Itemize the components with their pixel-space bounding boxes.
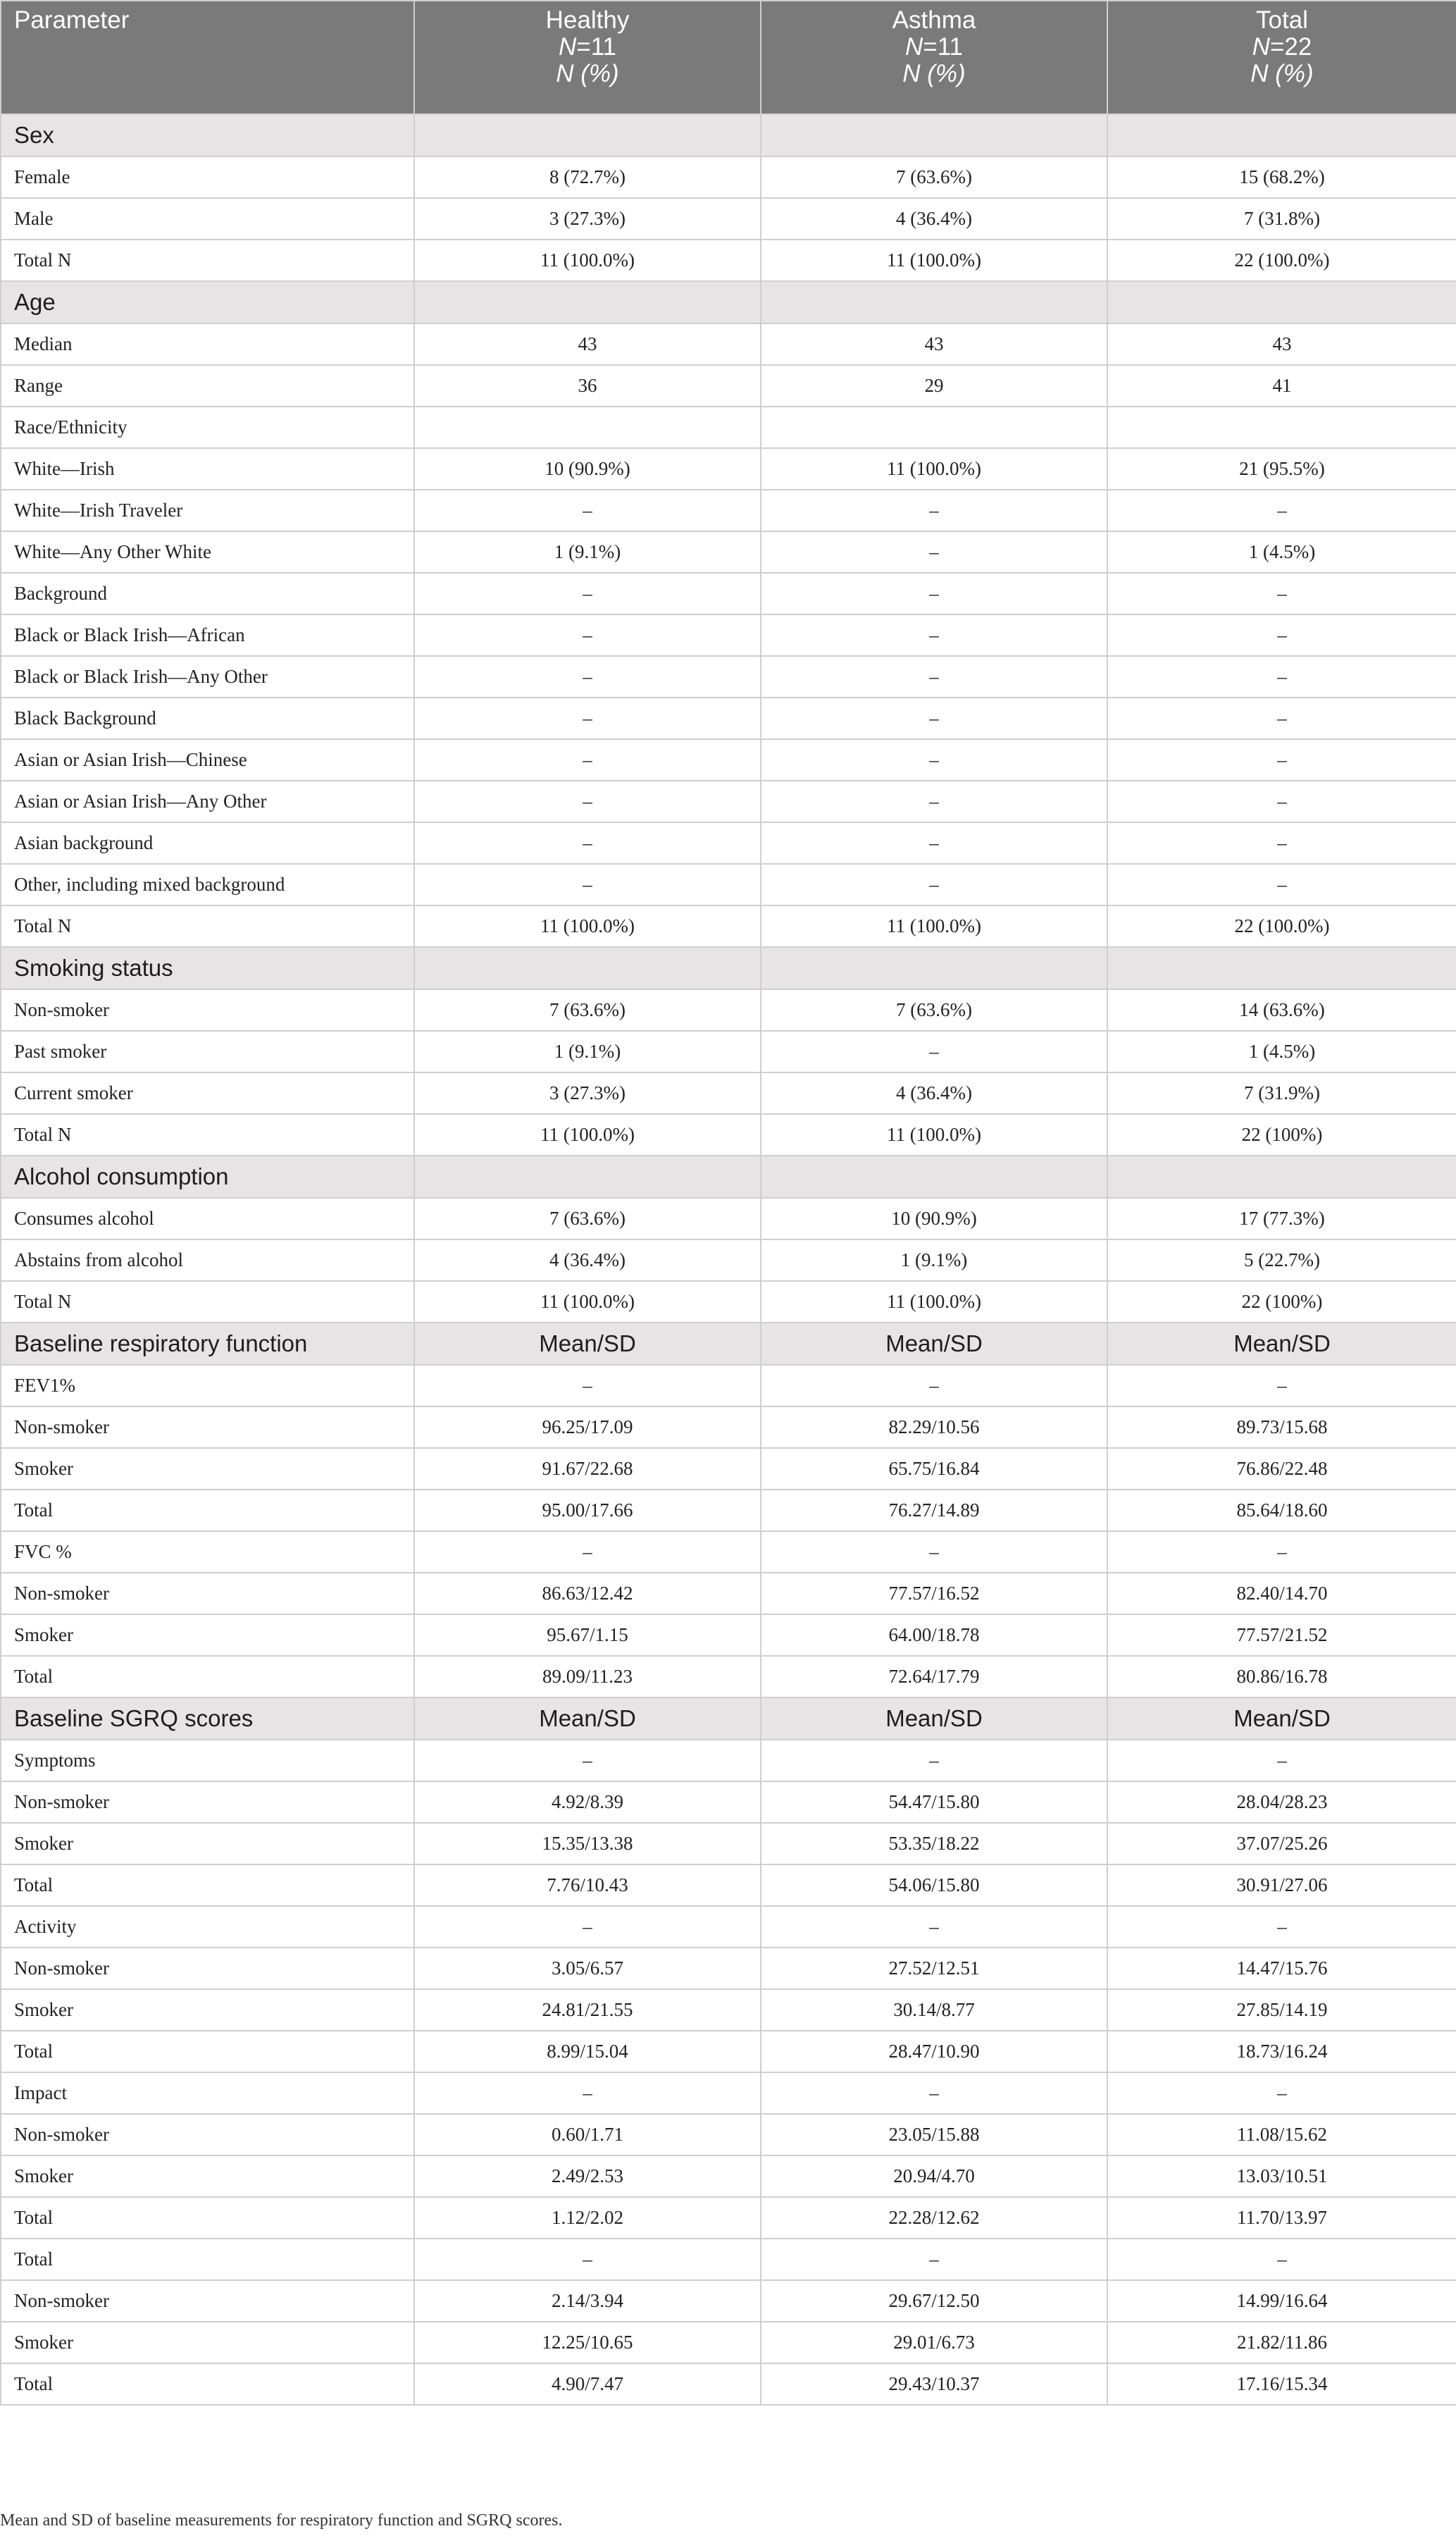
cell-healthy: –: [414, 573, 761, 614]
section-title: Baseline respiratory function: [1, 1323, 414, 1365]
cell-total: 27.85/14.19: [1107, 1989, 1456, 2031]
table-row: [1, 1239, 1456, 1281]
header-total-n-symbol: N: [1252, 33, 1270, 61]
row-label: Total: [1, 1656, 414, 1697]
cell-healthy: 3.05/6.57: [414, 1948, 761, 1989]
table-footnote: Mean and SD of baseline measurements for respiratory function and SGRQ scores.: [0, 2511, 563, 2530]
table-row: [1, 156, 1456, 198]
section-subheader-total: [1107, 947, 1456, 989]
section-subheader-healthy: [414, 1156, 761, 1198]
row-label: Past smoker: [1, 1031, 414, 1072]
cell-total: –: [1107, 490, 1456, 531]
row-label: Other, including mixed background: [1, 864, 414, 905]
cell-healthy: 3 (27.3%): [414, 1072, 761, 1114]
table-row: [1, 2155, 1456, 2197]
cell-total: –: [1107, 656, 1456, 698]
cell-total: 85.64/18.60: [1107, 1490, 1456, 1531]
cell-healthy: –: [414, 1906, 761, 1948]
cell-asthma: 65.75/16.84: [761, 1448, 1107, 1490]
cell-healthy: –: [414, 2072, 761, 2114]
cell-total: 1 (4.5%): [1107, 1031, 1456, 1072]
section-header-row: [1, 114, 1456, 156]
cell-asthma: 11 (100.0%): [761, 1281, 1107, 1323]
cell-total: –: [1107, 1365, 1456, 1406]
table-row: [1, 1781, 1456, 1823]
row-label: Black or Black Irish—Any Other: [1, 656, 414, 698]
cell-total: 82.40/14.70: [1107, 1573, 1456, 1614]
cell-asthma: 54.47/15.80: [761, 1781, 1107, 1823]
table-row: [1, 822, 1456, 864]
cell-asthma: –: [761, 739, 1107, 781]
section-subheader-total: [1107, 114, 1456, 156]
section-title: Age: [1, 281, 414, 323]
row-label: Non-smoker: [1, 1948, 414, 1989]
table-row: [1, 1448, 1456, 1490]
cell-asthma: –: [761, 2072, 1107, 2114]
header-healthy-pct: N (%): [556, 60, 619, 87]
cell-healthy: –: [414, 698, 761, 739]
table-row: [1, 905, 1456, 947]
cell-total: –: [1107, 573, 1456, 614]
table-row: [1, 1531, 1456, 1573]
cell-asthma: 1 (9.1%): [761, 1239, 1107, 1281]
cell-total: [1107, 407, 1456, 448]
cell-total: 77.57/21.52: [1107, 1614, 1456, 1656]
row-label: FVC %: [1, 1531, 414, 1573]
table-row: [1, 2114, 1456, 2155]
header-parameter: Parameter: [1, 1, 414, 114]
cell-healthy: 96.25/17.09: [414, 1406, 761, 1448]
section-subheader-healthy: [414, 947, 761, 989]
cell-total: –: [1107, 2239, 1456, 2280]
cell-healthy: 7 (63.6%): [414, 1198, 761, 1239]
table-row: [1, 698, 1456, 739]
cell-total: –: [1107, 1906, 1456, 1948]
row-label: Total: [1, 2197, 414, 2239]
cell-total: 43: [1107, 323, 1456, 365]
header-total-n: [1121, 34, 1443, 61]
cell-healthy: 86.63/12.42: [414, 1573, 761, 1614]
header-asthma-name: Asthma: [892, 6, 976, 34]
cell-asthma: 82.29/10.56: [761, 1406, 1107, 1448]
table-row: [1, 864, 1456, 905]
row-label: Smoker: [1, 1989, 414, 2031]
cell-total: –: [1107, 822, 1456, 864]
cell-asthma: 29.43/10.37: [761, 2363, 1107, 2405]
table-row: [1, 656, 1456, 698]
cell-total: 76.86/22.48: [1107, 1448, 1456, 1490]
section-subheader-asthma: [761, 947, 1107, 989]
section-subheader-asthma: [761, 1156, 1107, 1198]
table-row: [1, 407, 1456, 448]
cell-total: 22 (100%): [1107, 1281, 1456, 1323]
table-row: [1, 1864, 1456, 1906]
cell-healthy: –: [414, 614, 761, 656]
header-healthy-n-symbol: N: [558, 33, 577, 61]
table-row: [1, 2280, 1456, 2322]
cell-healthy: –: [414, 490, 761, 531]
row-label: Smoker: [1, 1448, 414, 1490]
cell-asthma: 27.52/12.51: [761, 1948, 1107, 1989]
cell-asthma: 20.94/4.70: [761, 2155, 1107, 2197]
cell-total: 22 (100.0%): [1107, 240, 1456, 281]
row-label: Smoker: [1, 1823, 414, 1864]
cell-total: 41: [1107, 365, 1456, 407]
header-healthy-n-value: =11: [576, 33, 617, 61]
row-label: Non-smoker: [1, 1573, 414, 1614]
table-row: [1, 573, 1456, 614]
cell-healthy: –: [414, 2239, 761, 2280]
cell-total: 13.03/10.51: [1107, 2155, 1456, 2197]
section-title: Alcohol consumption: [1, 1156, 414, 1198]
cell-asthma: 53.35/18.22: [761, 1823, 1107, 1864]
cell-asthma: –: [761, 822, 1107, 864]
table-row: [1, 1989, 1456, 2031]
row-label: Current smoker: [1, 1072, 414, 1114]
row-label: Activity: [1, 1906, 414, 1948]
cell-total: 21 (95.5%): [1107, 448, 1456, 490]
header-asthma: [761, 1, 1107, 114]
cell-healthy: 95.67/1.15: [414, 1614, 761, 1656]
table-row: [1, 1406, 1456, 1448]
table-row: [1, 1198, 1456, 1239]
cell-total: 11.70/13.97: [1107, 2197, 1456, 2239]
row-label: Consumes alcohol: [1, 1198, 414, 1239]
cell-healthy: 8.99/15.04: [414, 2031, 761, 2072]
cell-asthma: –: [761, 1906, 1107, 1948]
cell-total: –: [1107, 698, 1456, 739]
cell-asthma: –: [761, 1031, 1107, 1072]
table-row: [1, 1490, 1456, 1531]
table-row: [1, 365, 1456, 407]
table-row: [1, 2031, 1456, 2072]
table-row: [1, 1365, 1456, 1406]
row-label: Impact: [1, 2072, 414, 2114]
cell-healthy: 11 (100.0%): [414, 1114, 761, 1156]
cell-total: 11.08/15.62: [1107, 2114, 1456, 2155]
cell-healthy: 1.12/2.02: [414, 2197, 761, 2239]
header-asthma-n-symbol: N: [904, 33, 923, 61]
row-label: Background: [1, 573, 414, 614]
table-row: [1, 1114, 1456, 1156]
cell-total: 14.47/15.76: [1107, 1948, 1456, 1989]
cell-total: 5 (22.7%): [1107, 1239, 1456, 1281]
table-row: [1, 240, 1456, 281]
row-label: Total: [1, 1490, 414, 1531]
cell-asthma: 29.67/12.50: [761, 2280, 1107, 2322]
cell-total: –: [1107, 864, 1456, 905]
section-subheader-asthma: Mean/SD: [761, 1323, 1107, 1365]
row-label: Total: [1, 1864, 414, 1906]
cell-healthy: 11 (100.0%): [414, 240, 761, 281]
cell-healthy: 89.09/11.23: [414, 1656, 761, 1697]
cell-healthy: –: [414, 1740, 761, 1781]
cell-asthma: 23.05/15.88: [761, 2114, 1107, 2155]
row-label: Race/Ethnicity: [1, 407, 414, 448]
cell-healthy: 7 (63.6%): [414, 989, 761, 1031]
cell-healthy: 15.35/13.38: [414, 1823, 761, 1864]
section-header-row: [1, 1156, 1456, 1198]
table-row: [1, 2239, 1456, 2280]
cell-total: 14.99/16.64: [1107, 2280, 1456, 2322]
row-label: Asian background: [1, 822, 414, 864]
cell-asthma: 11 (100.0%): [761, 240, 1107, 281]
cell-total: –: [1107, 739, 1456, 781]
cell-total: –: [1107, 1531, 1456, 1573]
cell-healthy: –: [414, 864, 761, 905]
row-label: Black or Black Irish—African: [1, 614, 414, 656]
cell-total: –: [1107, 614, 1456, 656]
section-subheader-healthy: Mean/SD: [414, 1697, 761, 1740]
cell-asthma: 4 (36.4%): [761, 1072, 1107, 1114]
table-row: [1, 1656, 1456, 1697]
cell-total: 1 (4.5%): [1107, 531, 1456, 573]
cell-healthy: 11 (100.0%): [414, 1281, 761, 1323]
table-row: [1, 781, 1456, 822]
header-healthy-name: Healthy: [545, 6, 630, 34]
section-subheader-total: [1107, 1156, 1456, 1198]
header-healthy-n: [428, 34, 747, 61]
cell-healthy: 4.90/7.47: [414, 2363, 761, 2405]
cell-healthy: 10 (90.9%): [414, 448, 761, 490]
row-label: Total: [1, 2239, 414, 2280]
row-label: Total N: [1, 240, 414, 281]
cell-asthma: 72.64/17.79: [761, 1656, 1107, 1697]
cell-asthma: –: [761, 614, 1107, 656]
row-label: Total: [1, 2363, 414, 2405]
row-label: Non-smoker: [1, 2280, 414, 2322]
section-subheader-asthma: [761, 281, 1107, 323]
row-label: Asian or Asian Irish—Any Other: [1, 781, 414, 822]
table-row: [1, 2363, 1456, 2405]
section-title: Smoking status: [1, 947, 414, 989]
cell-healthy: –: [414, 1365, 761, 1406]
section-title: Sex: [1, 114, 414, 156]
cell-total: 89.73/15.68: [1107, 1406, 1456, 1448]
table-row: [1, 323, 1456, 365]
section-header-row: [1, 281, 1456, 323]
cell-healthy: 95.00/17.66: [414, 1490, 761, 1531]
header-row: [1, 1, 1456, 114]
cell-total: 37.07/25.26: [1107, 1823, 1456, 1864]
section-subheader-total: [1107, 281, 1456, 323]
row-label: Smoker: [1, 2322, 414, 2363]
section-subheader-asthma: Mean/SD: [761, 1697, 1107, 1740]
cell-healthy: 2.49/2.53: [414, 2155, 761, 2197]
cell-healthy: 1 (9.1%): [414, 531, 761, 573]
cell-asthma: 30.14/8.77: [761, 1989, 1107, 2031]
cell-total: 17 (77.3%): [1107, 1198, 1456, 1239]
table-row: [1, 198, 1456, 240]
cell-healthy: 91.67/22.68: [414, 1448, 761, 1490]
table-row: [1, 1906, 1456, 1948]
cell-healthy: 8 (72.7%): [414, 156, 761, 198]
cell-asthma: –: [761, 490, 1107, 531]
cell-healthy: 24.81/21.55: [414, 1989, 761, 2031]
header-asthma-n-value: =11: [923, 33, 964, 61]
cell-asthma: 7 (63.6%): [761, 156, 1107, 198]
cell-healthy: [414, 407, 761, 448]
cell-total: 14 (63.6%): [1107, 989, 1456, 1031]
cell-asthma: –: [761, 656, 1107, 698]
table-row: [1, 1573, 1456, 1614]
table-row: [1, 989, 1456, 1031]
cell-asthma: 11 (100.0%): [761, 905, 1107, 947]
cell-asthma: 10 (90.9%): [761, 1198, 1107, 1239]
cell-healthy: 1 (9.1%): [414, 1031, 761, 1072]
cell-total: 15 (68.2%): [1107, 156, 1456, 198]
cell-total: 22 (100%): [1107, 1114, 1456, 1156]
header-healthy: [414, 1, 761, 114]
row-label: Male: [1, 198, 414, 240]
row-label: White—Irish Traveler: [1, 490, 414, 531]
cell-healthy: –: [414, 822, 761, 864]
header-total-n-value: =22: [1269, 33, 1312, 61]
cell-healthy: 3 (27.3%): [414, 198, 761, 240]
row-label: Non-smoker: [1, 989, 414, 1031]
cell-asthma: –: [761, 1531, 1107, 1573]
cell-asthma: –: [761, 2239, 1107, 2280]
cell-asthma: –: [761, 698, 1107, 739]
row-label: Non-smoker: [1, 2114, 414, 2155]
table-row: [1, 1072, 1456, 1114]
table-row: [1, 2197, 1456, 2239]
cell-total: 80.86/16.78: [1107, 1656, 1456, 1697]
table-header: [1, 1, 1456, 114]
row-label: Total N: [1, 1114, 414, 1156]
cell-total: –: [1107, 781, 1456, 822]
cell-asthma: 11 (100.0%): [761, 1114, 1107, 1156]
section-subheader-healthy: Mean/SD: [414, 1323, 761, 1365]
row-label: Total N: [1, 905, 414, 947]
row-label: Female: [1, 156, 414, 198]
cell-asthma: 43: [761, 323, 1107, 365]
cell-total: 21.82/11.86: [1107, 2322, 1456, 2363]
cell-asthma: 7 (63.6%): [761, 989, 1107, 1031]
section-title: Baseline SGRQ scores: [1, 1697, 414, 1740]
row-label: Total N: [1, 1281, 414, 1323]
cell-total: 7 (31.8%): [1107, 198, 1456, 240]
cell-healthy: 4 (36.4%): [414, 1239, 761, 1281]
header-asthma-pct: N (%): [902, 60, 966, 87]
row-label: White—Any Other White: [1, 531, 414, 573]
cell-total: 7 (31.9%): [1107, 1072, 1456, 1114]
cell-healthy: 2.14/3.94: [414, 2280, 761, 2322]
table-row: [1, 1031, 1456, 1072]
cell-healthy: –: [414, 739, 761, 781]
section-subheader-asthma: [761, 114, 1107, 156]
cell-total: 22 (100.0%): [1107, 905, 1456, 947]
table-row: [1, 1614, 1456, 1656]
cell-asthma: –: [761, 781, 1107, 822]
table-row: [1, 1948, 1456, 1989]
table-row: [1, 1740, 1456, 1781]
cell-asthma: –: [761, 1365, 1107, 1406]
row-label: Median: [1, 323, 414, 365]
table-row: [1, 2322, 1456, 2363]
table-row: [1, 1823, 1456, 1864]
cell-asthma: 54.06/15.80: [761, 1864, 1107, 1906]
cell-asthma: 29.01/6.73: [761, 2322, 1107, 2363]
cell-healthy: 11 (100.0%): [414, 905, 761, 947]
cell-healthy: 36: [414, 365, 761, 407]
row-label: Abstains from alcohol: [1, 1239, 414, 1281]
cell-total: 30.91/27.06: [1107, 1864, 1456, 1906]
header-total-pct: N (%): [1250, 60, 1314, 87]
cell-healthy: –: [414, 656, 761, 698]
table-row: [1, 490, 1456, 531]
row-label: Non-smoker: [1, 1406, 414, 1448]
cell-asthma: 22.28/12.62: [761, 2197, 1107, 2239]
cell-asthma: 76.27/14.89: [761, 1490, 1107, 1531]
header-total: [1107, 1, 1456, 114]
table-row: [1, 448, 1456, 490]
row-label: Range: [1, 365, 414, 407]
row-label: Smoker: [1, 2155, 414, 2197]
cell-healthy: 0.60/1.71: [414, 2114, 761, 2155]
section-subheader-total: Mean/SD: [1107, 1323, 1456, 1365]
row-label: Black Background: [1, 698, 414, 739]
table-row: [1, 1281, 1456, 1323]
cell-healthy: 4.92/8.39: [414, 1781, 761, 1823]
cell-asthma: 77.57/16.52: [761, 1573, 1107, 1614]
row-label: White—Irish: [1, 448, 414, 490]
row-label: FEV1%: [1, 1365, 414, 1406]
section-header-row: [1, 947, 1456, 989]
cell-healthy: 7.76/10.43: [414, 1864, 761, 1906]
table-row: [1, 614, 1456, 656]
cell-healthy: –: [414, 1531, 761, 1573]
row-label: Asian or Asian Irish—Chinese: [1, 739, 414, 781]
cell-asthma: 29: [761, 365, 1107, 407]
header-total-name: Total: [1256, 6, 1308, 34]
cell-asthma: –: [761, 531, 1107, 573]
cell-healthy: 43: [414, 323, 761, 365]
cell-healthy: 12.25/10.65: [414, 2322, 761, 2363]
cell-asthma: [761, 407, 1107, 448]
table-row: [1, 2072, 1456, 2114]
section-subheader-healthy: [414, 114, 761, 156]
section-header-row: [1, 1697, 1456, 1740]
cell-healthy: –: [414, 781, 761, 822]
section-subheader-total: Mean/SD: [1107, 1697, 1456, 1740]
cell-asthma: 11 (100.0%): [761, 448, 1107, 490]
table-row: [1, 531, 1456, 573]
table-row: [1, 739, 1456, 781]
row-label: Total: [1, 2031, 414, 2072]
cell-total: 17.16/15.34: [1107, 2363, 1456, 2405]
section-subheader-healthy: [414, 281, 761, 323]
cell-total: –: [1107, 1740, 1456, 1781]
cell-asthma: 4 (36.4%): [761, 198, 1107, 240]
cell-total: 18.73/16.24: [1107, 2031, 1456, 2072]
row-label: Non-smoker: [1, 1781, 414, 1823]
cell-asthma: –: [761, 573, 1107, 614]
cell-asthma: 28.47/10.90: [761, 2031, 1107, 2072]
section-header-row: [1, 1323, 1456, 1365]
header-asthma-n: [774, 34, 1094, 61]
cell-total: 28.04/28.23: [1107, 1781, 1456, 1823]
cell-asthma: –: [761, 864, 1107, 905]
table-body: [1, 114, 1456, 2405]
cell-asthma: –: [761, 1740, 1107, 1781]
row-label: Symptoms: [1, 1740, 414, 1781]
cell-asthma: 64.00/18.78: [761, 1614, 1107, 1656]
cell-total: –: [1107, 2072, 1456, 2114]
row-label: Smoker: [1, 1614, 414, 1656]
